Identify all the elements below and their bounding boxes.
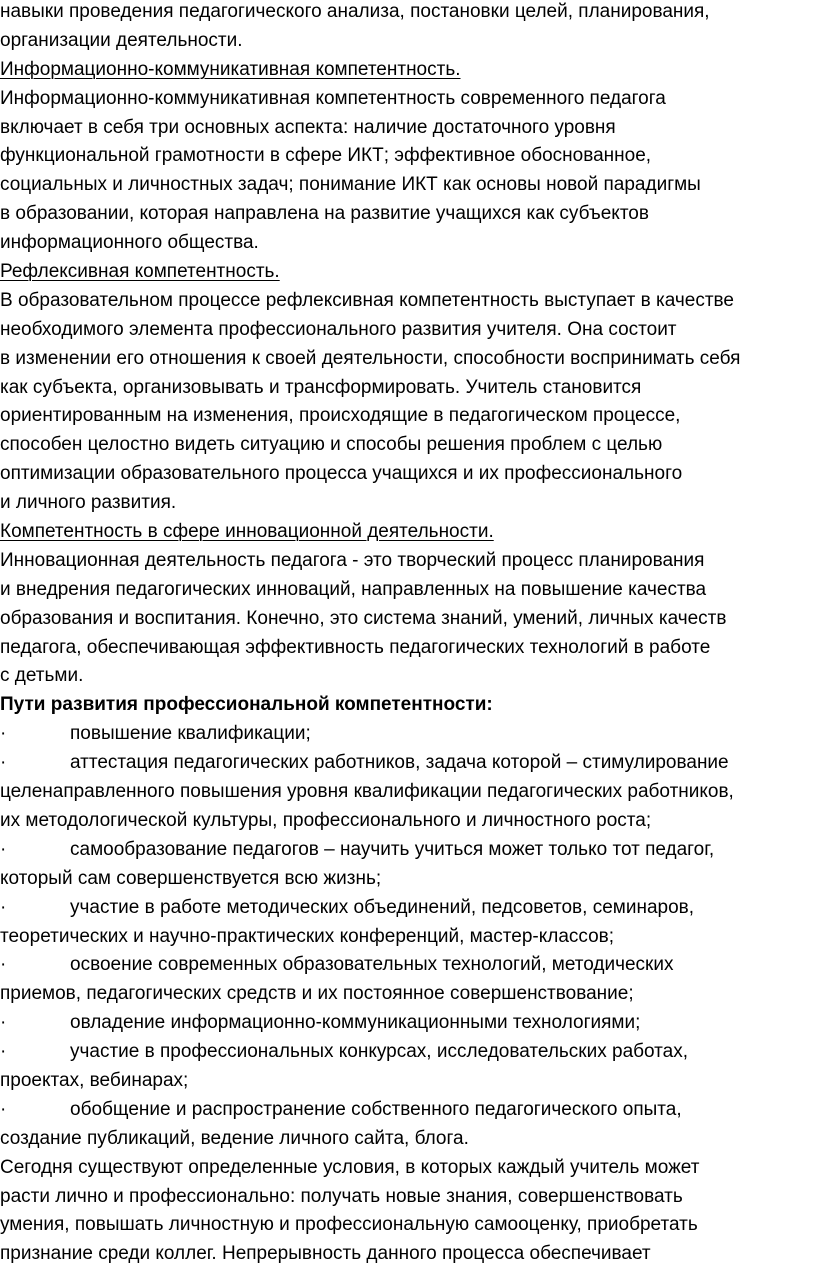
text-line-content: включает в себя три основных аспекта: наличие достаточного уровня <box>0 116 616 138</box>
list-item <box>0 1096 826 1125</box>
text-line <box>0 114 826 143</box>
text-line <box>0 807 826 836</box>
text-line <box>0 634 826 663</box>
text-line-content: навыки проведения педагогического анализа, постановки целей, планирования, <box>0 1 710 22</box>
text-line <box>0 547 826 576</box>
text-line-content: приемов, педагогических средств и их постоянное совершенствование; <box>0 983 634 1005</box>
text-line-content: признание среди коллег. Непрерывность данного процесса обеспечивает <box>0 1243 651 1265</box>
text-line-content: ориентированным на изменения, происходящие в педагогическом процессе, <box>0 405 681 427</box>
text-line <box>0 142 826 171</box>
text-line-content: оптимизации образовательного процесса учащихся и их профессионального <box>0 463 683 485</box>
text-line-content: информационного общества. <box>0 232 259 254</box>
text-line <box>0 1125 826 1154</box>
list-item <box>0 1038 826 1067</box>
list-item-text: участие в профессиональных конкурсах, исследовательских работах, <box>70 1041 689 1063</box>
text-line <box>0 662 826 691</box>
bullet-marker: · <box>0 1098 7 1120</box>
text-line-content: социальных и личностных задач; понимание ИКТ как основы новой парадигмы <box>0 174 701 196</box>
text-line <box>0 287 826 316</box>
text-line <box>0 200 826 229</box>
text-line-content: в образовании, которая направлена на развитие учащихся как субъектов <box>0 203 649 225</box>
text-line-content: и личного развития. <box>0 492 177 514</box>
text-line-content: В образовательном процессе рефлексивная компетентность выступает в качестве <box>0 289 734 311</box>
text-line-content: и внедрения педагогических инноваций, направленных на повышение качества <box>0 578 707 600</box>
bullet-marker: · <box>0 752 7 774</box>
text-line <box>0 865 826 894</box>
text-line <box>0 778 826 807</box>
bold-heading <box>0 691 826 720</box>
section-heading <box>0 258 826 287</box>
text-line <box>0 1154 826 1183</box>
list-item <box>0 720 826 749</box>
text-line <box>0 605 826 634</box>
list-item-text: самообразование педагогов – научить учиться может только тот педагог, <box>70 838 715 860</box>
text-line-content: Инновационная деятельность педагога - это творческий процесс планирования <box>0 549 705 571</box>
text-line <box>0 374 826 403</box>
text-line <box>0 980 826 1009</box>
bold-heading-text: Пути развития профессиональной компетентности: <box>0 694 493 716</box>
section-heading-text: Компетентность в сфере инновационной деятельности. <box>0 521 494 543</box>
text-line-content: их методологической культуры, профессионального и личностного роста; <box>0 809 652 831</box>
text-line <box>0 85 826 114</box>
text-line-content: организации деятельности. <box>0 29 243 51</box>
list-item-text: участие в работе методических объединений, педсоветов, семинаров, <box>70 896 695 918</box>
bullet-marker: · <box>0 723 7 745</box>
text-line <box>0 1240 826 1269</box>
text-line <box>0 923 826 952</box>
section-heading-text: Рефлексивная компетентность. <box>0 261 280 283</box>
bullet-marker: · <box>0 1041 7 1063</box>
bullet-marker: · <box>0 1012 7 1034</box>
text-line <box>0 229 826 258</box>
list-item <box>0 749 826 778</box>
text-line <box>0 171 826 200</box>
text-line-content: с детьми. <box>0 665 84 687</box>
text-line-content: который сам совершенствуется всю жизнь; <box>0 867 382 889</box>
text-line-content: Информационно-коммуникативная компетентность современного педагога <box>0 87 666 109</box>
text-line-content: теоретических и научно-практических конференций, мастер-классов; <box>0 925 615 947</box>
text-line <box>0 1183 826 1212</box>
text-line <box>0 489 826 518</box>
text-line-content: способен целостно видеть ситуацию и способы решения проблем с целью <box>0 434 663 456</box>
list-item <box>0 1009 826 1038</box>
text-line <box>0 431 826 460</box>
text-line-content: необходимого элемента профессионального развития учителя. Она состоит <box>0 318 677 340</box>
text-line <box>0 345 826 374</box>
text-line-content: педагога, обеспечивающая эффективность педагогических технологий в работе <box>0 636 711 658</box>
section-heading-text: Информационно-коммуникативная компетентность. <box>0 58 461 80</box>
text-line <box>0 316 826 345</box>
bullet-marker: · <box>0 954 7 976</box>
text-line <box>0 27 826 56</box>
text-line-content: в изменении его отношения к своей деятельности, способности воспринимать себя <box>0 347 741 369</box>
text-line <box>0 576 826 605</box>
text-line-content: образования и воспитания. Конечно, это система знаний, умений, личных качеств <box>0 607 727 629</box>
text-line <box>0 1067 826 1096</box>
text-line-content: как субъекта, организовывать и трансформировать. Учитель становится <box>0 376 642 398</box>
text-line-content: умения, повышать личностную и профессиональную самооценку, приобретать <box>0 1214 698 1236</box>
text-line <box>0 460 826 489</box>
list-item <box>0 894 826 923</box>
list-item-text: аттестация педагогических работников, задача которой – стимулирование <box>70 752 729 774</box>
text-line-content: Сегодня существуют определенные условия, в которых каждый учитель может <box>0 1156 700 1178</box>
list-item-text: освоение современных образовательных технологий, методических <box>70 954 674 976</box>
list-item-text: повышение квалификации; <box>70 723 311 745</box>
text-line <box>0 1211 826 1240</box>
text-line-content: проектах, вебинарах; <box>0 1069 189 1091</box>
bullet-marker: · <box>0 838 7 860</box>
text-line <box>0 402 826 431</box>
text-line-content: функциональной грамотности в сфере ИКТ; эффективное обоснованное, <box>0 145 652 167</box>
section-heading <box>0 518 826 547</box>
text-line-content: создание публикаций, ведение личного сайта, блога. <box>0 1127 469 1149</box>
text-line-content: целенаправленного повышения уровня квалификации педагогических работников, <box>0 781 734 803</box>
section-heading <box>0 56 826 85</box>
list-item-text: обобщение и распространение собственного педагогического опыта, <box>70 1098 682 1120</box>
bullet-marker: · <box>0 896 7 918</box>
text-line <box>0 0 826 27</box>
text-line-content: расти лично и профессионально: получать новые знания, совершенствовать <box>0 1185 683 1207</box>
list-item <box>0 836 826 865</box>
list-item <box>0 951 826 980</box>
list-item-text: овладение информационно-коммуникационными технологиями; <box>70 1012 641 1034</box>
